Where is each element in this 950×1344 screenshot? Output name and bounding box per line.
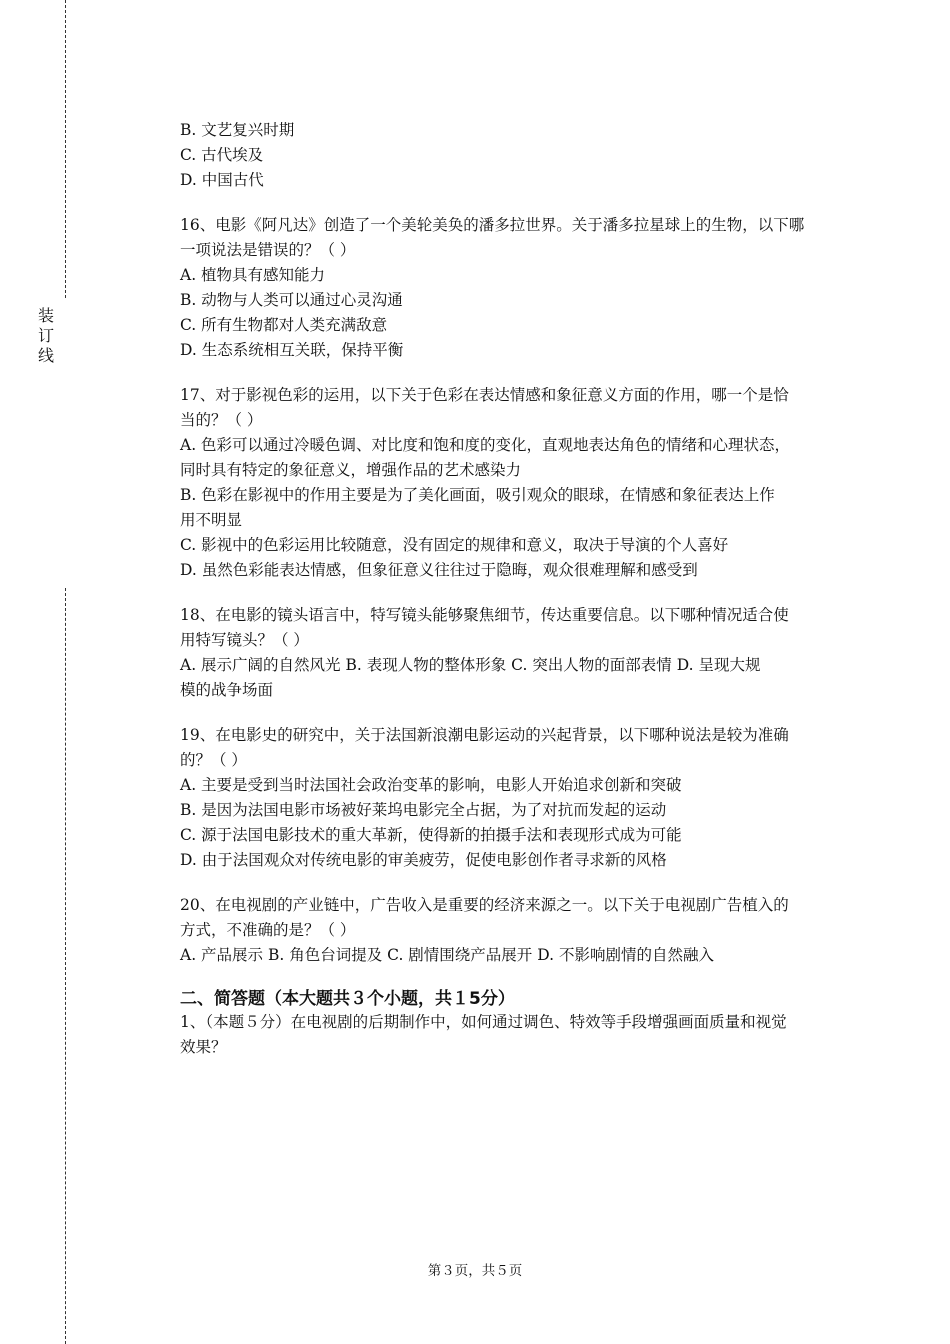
option-a: A. 色彩可以通过冷暖色调、对比度和饱和度的变化，直观地表达角色的情绪和心理状态，: [180, 436, 791, 454]
binding-label: [34, 306, 58, 366]
option-d: D. 中国古代: [180, 171, 264, 189]
question-text: 17、对于影视色彩的运用，以下关于色彩在表达情感和象征意义方面的作用，哪一个是恰: [180, 386, 789, 404]
options-inline: A. 产品展示 B. 角色台词提及 C. 剧情围绕产品展开 D. 不影响剧情的自然融入: [180, 946, 714, 964]
question-text: 一项说法是错误的？（ ）: [180, 241, 356, 259]
options-inline: A. 展示广阔的自然风光 B. 表现人物的整体形象 C. 突出人物的面部表情 D. 呈现大规: [180, 656, 761, 674]
option-b: B. 是因为法国电影市场被好莱坞电影完全占据，为了对抗而发起的运动: [180, 801, 667, 819]
question-20: [180, 893, 840, 968]
option-d: D. 生态系统相互关联，保持平衡: [180, 341, 404, 359]
option-a-cont: 同时具有特定的象征意义，增强作品的艺术感染力: [180, 461, 522, 479]
option-b: B. 文艺复兴时期: [180, 121, 295, 139]
binding-line-top: [65, 0, 66, 298]
question-text: 用特写镜头？（ ）: [180, 631, 309, 649]
question-19: [180, 723, 840, 873]
question-16: [180, 213, 840, 363]
section-title: 二、简答题（本大题共３个小题，共１5分）: [180, 989, 515, 1009]
binding-char: 订: [37, 326, 54, 345]
binding-char: 装: [37, 306, 54, 325]
option-c: C. 所有生物都对人类充满敌意: [180, 316, 388, 334]
exam-content: [180, 118, 840, 1060]
option-a: A. 植物具有感知能力: [180, 266, 326, 284]
section-short-answer: [180, 988, 840, 1060]
short-answer-question: 1、（本题５分）在电视剧的后期制作中，如何通过调色、特效等手段增强画面质量和视觉: [180, 1013, 787, 1031]
question-text: 方式，不准确的是？（ ）: [180, 921, 356, 939]
page-footer: 第３页，共５页: [427, 1263, 523, 1279]
option-c: C. 古代埃及: [180, 146, 264, 164]
question-18: [180, 603, 840, 703]
question-text: 当的？（ ）: [180, 411, 263, 429]
options-inline-cont: 模的战争场面: [180, 681, 274, 699]
option-b: B. 色彩在影视中的作用主要是为了美化画面，吸引观众的眼球，在情感和象征表达上作: [180, 486, 775, 504]
question-17: [180, 383, 840, 583]
option-b: B. 动物与人类可以通过心灵沟通: [180, 291, 403, 309]
question-text: 20、在电视剧的产业链中，广告收入是重要的经济来源之一。以下关于电视剧广告植入的: [180, 896, 789, 914]
option-d: D. 由于法国观众对传统电影的审美疲劳，促使电影创作者寻求新的风格: [180, 851, 667, 869]
question-15-tail: [180, 118, 840, 193]
binding-line-bottom: [65, 588, 66, 1344]
short-answer-question-cont: 效果？: [180, 1038, 227, 1056]
option-c: C. 影视中的色彩运用比较随意，没有固定的规律和意义，取决于导演的个人喜好: [180, 536, 729, 554]
question-text: 16、电影《阿凡达》创造了一个美轮美奂的潘多拉世界。关于潘多拉星球上的生物，以下哪: [180, 216, 805, 234]
option-b-cont: 用不明显: [180, 511, 243, 529]
option-c: C. 源于法国电影技术的重大革新，使得新的拍摄手法和表现形式成为可能: [180, 826, 682, 844]
option-a: A. 主要是受到当时法国社会政治变革的影响，电影人开始追求创新和突破: [180, 776, 682, 794]
question-text: 18、在电影的镜头语言中，特写镜头能够聚焦细节，传达重要信息。以下哪种情况适合使: [180, 606, 789, 624]
question-text: 的？（ ）: [180, 751, 247, 769]
binding-char: 线: [37, 346, 54, 365]
question-text: 19、在电影史的研究中，关于法国新浪潮电影运动的兴起背景，以下哪种说法是较为准确: [180, 726, 789, 744]
option-d: D. 虽然色彩能表达情感，但象征意义往往过于隐晦，观众很难理解和感受到: [180, 561, 698, 579]
